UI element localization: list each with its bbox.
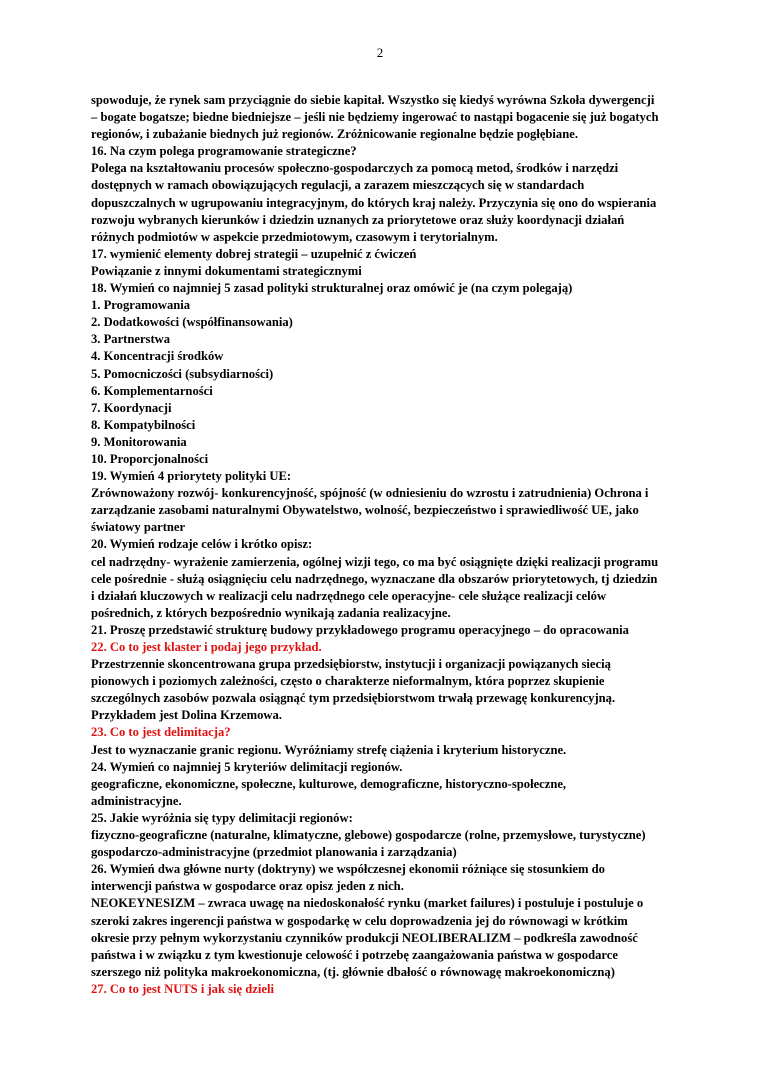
text-line: 5. Pomocniczości (subsydiarności) xyxy=(91,366,274,381)
text-line: Przestrzennie skoncentrowana grupa przedsiębiorstw, instytucji i organizacji powiązanych siecią xyxy=(91,657,611,672)
text-line: zarządzanie zasobami naturalnymi Obywatelstwo, wolność, bezpieczeństwo i sprawiedliwość UE, jako xyxy=(91,503,639,518)
text-line: rozwoju wybranych kierunków i dziedzin uznanych za priorytetowe oraz służy koordynacji działań xyxy=(91,212,625,227)
text-line: światowy partner xyxy=(91,520,186,535)
text-line: 4. Koncentracji środków xyxy=(91,349,224,364)
text-line: 26. Wymień dwa główne nurty (doktryny) we współczesnej ekonomii różniące się stosunkiem do xyxy=(91,862,605,877)
text-line: państwa i w związku z tym kwestionuje celowość i potrzebę zaangażowania państwa w gospodarce xyxy=(91,947,618,962)
text-line: cel nadrzędny- wyrażenie zamierzenia, ogólnej wizji tego, co ma być osiągnięte dzięki realizacji programu xyxy=(91,554,659,569)
text-line: 17. wymienić elementy dobrej strategii – uzupełnić z ćwiczeń xyxy=(91,246,417,261)
highlighted-question-line: 27. Co to jest NUTS i jak się dzieli xyxy=(91,981,274,996)
text-line: szerszego niż polityka makroekonomiczna, (tj. głównie dbałość o równowagę makroekonomiczną) xyxy=(91,964,615,979)
text-line: spowoduje, że rynek sam przyciągnie do siebie kapitał. Wszystko się kiedyś wyrówna Szkoła dywergencji xyxy=(91,93,655,107)
text-line: 25. Jakie wyróżnia się typy delimitacji regionów: xyxy=(91,810,353,825)
text-line: pionowych i poziomych zależności, często o charakterze nieformalnym, która poprzez skupienie xyxy=(91,674,605,689)
text-line: dostępnych w ramach obowiązujących regulacji, a zarazem mieszczących się w standardach xyxy=(91,178,585,193)
text-line: gospodarczo-administracyjne (przedmiot planowania i zarządzania) xyxy=(91,845,457,860)
text-line: Zrównoważony rozwój- konkurencyjność, spójność (w odniesieniu do wzrostu i zatrudnienia) Ochrona i xyxy=(91,486,649,501)
text-line: 19. Wymień 4 priorytety polityki UE: xyxy=(91,469,292,484)
text-line: okresie przy pełnym wykorzystaniu czynników produkcji NEOLIBERALIZM – podkreśla zawodność xyxy=(91,930,638,945)
text-line: 6. Komplementarności xyxy=(91,383,213,398)
text-line: i działań kluczowych w realizacji celu nadrzędnego cele operacyjne- cele służące realizacji celów xyxy=(91,588,607,603)
text-line: fizyczno-geograficzne (naturalne, klimatyczne, glebowe) gospodarcze (rolne, przemysłowe, turystyczne) xyxy=(91,828,646,843)
text-line: 16. Na czym polega programowanie strategiczne? xyxy=(91,144,357,159)
highlighted-question-line: 22. Co to jest klaster i podaj jego przykład. xyxy=(91,640,322,654)
text-line: szczególnych zasobów pozwala osiągnąć tym przedsiębiorstwom trwałą przewagę konkurencyjną. xyxy=(91,691,616,706)
text-line: 21. Proszę przedstawić strukturę budowy przykładowego programu operacyjnego – do opracowania xyxy=(91,622,629,637)
text-line: 20. Wymień rodzaje celów i krótko opisz: xyxy=(91,537,313,552)
text-line: 10. Proporcjonalności xyxy=(91,451,209,466)
text-line: Polega na kształtowaniu procesów społeczno-gospodarczych za pomocą metod, środków i narzędzi xyxy=(91,161,619,176)
document-body xyxy=(91,92,671,998)
text-line: 7. Koordynacji xyxy=(91,400,172,415)
text-line: 1. Programowania xyxy=(91,298,191,313)
text-line: cele pośrednie - służą osiągnięciu celu nadrzędnego, wyznaczane dla obszarów priorytetowych, tj dziedzin xyxy=(91,571,658,586)
text-line: Przykładem jest Dolina Krzemowa. xyxy=(91,708,282,723)
page-number: 2 xyxy=(376,45,384,60)
text-line: różnych podmiotów w aspekcie przedmiotowym, czasowym i terytorialnym. xyxy=(91,229,498,244)
text-line: 9. Monitorowania xyxy=(91,434,187,449)
text-line: NEOKEYNESIZM – zwraca uwagę na niedoskonałość rynku (market failures) i postuluje i postuluje o xyxy=(91,896,644,911)
text-line: 18. Wymień co najmniej 5 zasad polityki strukturalnej oraz omówić je (na czym polegają) xyxy=(91,281,573,296)
highlighted-question-line: 23. Co to jest delimitacja? xyxy=(91,725,231,740)
text-line: administracyjne. xyxy=(91,793,182,808)
text-line: regionów, i zubażanie biednych już regionów. Zróżnicowanie regionalne będzie pogłębiane. xyxy=(91,127,578,142)
text-line: Jest to wyznaczanie granic regionu. Wyróżniamy strefę ciążenia i kryterium historyczne. xyxy=(91,742,567,757)
text-line: 24. Wymień co najmniej 5 kryteriów delimitacji regionów. xyxy=(91,759,403,774)
text-line: geograficzne, ekonomiczne, społeczne, kulturowe, demograficzne, historyczno-społeczne, xyxy=(91,776,567,791)
text-line: interwencji państwa w gospodarce oraz opisz jeden z nich. xyxy=(91,879,404,894)
text-line: 2. Dodatkowości (współfinansowania) xyxy=(91,315,293,330)
text-line: dopuszczalnych w ugrupowaniu integracyjnym, do których kraj należy. Przyczynia się ono do wspierania xyxy=(91,195,657,210)
text-line: 3. Partnerstwa xyxy=(91,332,171,347)
text-line: 8. Kompatybilności xyxy=(91,417,196,432)
text-line: pośrednich, z których bezpośrednio wynikają zadania realizacyjne. xyxy=(91,605,451,620)
text-line: szeroki zakres ingerencji państwa w gospodarkę w celu doprowadzenia jej do równowagi w krótkim xyxy=(91,913,628,928)
text-line: Powiązanie z innymi dokumentami strategicznymi xyxy=(91,263,362,278)
text-line: – bogate bogatsze; biedne biedniejsze – jeśli nie będziemy ingerować to nastąpi bogacenie się już bogatych xyxy=(91,110,659,125)
